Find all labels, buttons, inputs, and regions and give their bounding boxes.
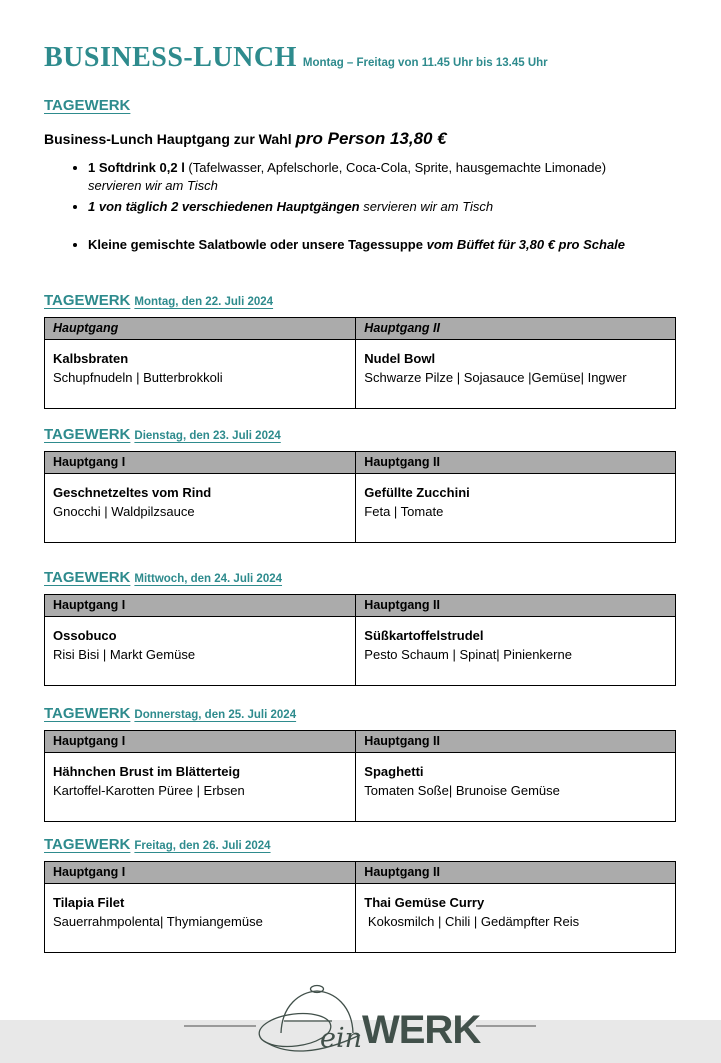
dish-name: Thai Gemüse Curry <box>364 895 485 910</box>
dish-name: Nudel Bowl <box>364 351 436 366</box>
table-header-cell: Hauptgang <box>45 318 356 340</box>
table-header-cell: Hauptgang II <box>356 452 676 474</box>
day-heading-label: TAGEWERK <box>44 292 131 309</box>
dish-name: Kalbsbraten <box>53 351 129 366</box>
dish-sides: Schwarze Pilze | Sojasauce |Gemüse| Ingwer <box>364 370 627 385</box>
day-heading-monday <box>44 290 676 311</box>
day-heading-label: TAGEWERK <box>44 705 131 722</box>
table-header-cell: Hauptgang I <box>45 731 356 753</box>
day-section-thursday <box>44 703 676 822</box>
bullet-salatbowle <box>88 236 676 254</box>
menu-cell <box>45 474 356 543</box>
table-header-cell: Hauptgang II <box>356 318 676 340</box>
price-line-prefix: Business-Lunch Hauptgang zur Wahl <box>44 131 296 147</box>
day-section-friday <box>44 834 676 953</box>
dish-sides: Risi Bisi | Markt Gemüse <box>53 647 196 662</box>
menu-cell <box>356 340 676 409</box>
dish-name: Gefüllte Zucchini <box>364 485 470 500</box>
menu-cell <box>356 474 676 543</box>
day-heading-wednesday <box>44 567 676 588</box>
menu-cell <box>356 753 676 822</box>
table-header-cell: Hauptgang II <box>356 731 676 753</box>
feinwerk-logo <box>184 981 536 1063</box>
menu-table-wednesday <box>44 594 676 686</box>
table-header-cell: Hauptgang I <box>45 862 356 884</box>
day-section-monday <box>44 290 676 409</box>
day-heading-thursday <box>44 703 676 724</box>
bullet-softdrink-line2: servieren wir am Tisch <box>88 178 218 193</box>
day-section-tuesday <box>44 424 676 543</box>
day-heading-label: TAGEWERK <box>44 569 131 586</box>
day-heading-date: Mittwoch, den 24. Juli 2024 <box>134 573 283 585</box>
day-heading-label: TAGEWERK <box>44 426 131 443</box>
day-heading-tuesday <box>44 424 676 445</box>
dish-sides: Gnocchi | Waldpilzsauce <box>53 504 195 519</box>
page-title-text: BUSINESS-LUNCH <box>44 42 297 73</box>
menu-cell <box>356 884 676 953</box>
dish-name: Ossobuco <box>53 628 117 643</box>
dish-sides: Kokosmilch | Chili | Gedämpfter Reis <box>364 914 580 929</box>
table-header-cell: Hauptgang I <box>45 452 356 474</box>
dish-name: Spaghetti <box>364 764 424 779</box>
bullet-salatbowle-lead: Kleine gemischte Salatbowle oder unsere Tagessuppe <box>88 237 427 252</box>
bullet-softdrink-rest: (Tafelwasser, Apfelschorle, Coca-Cola, Sprite, hausgemachte Limonade) <box>188 160 607 175</box>
day-heading-date: Freitag, den 26. Juli 2024 <box>134 840 271 852</box>
day-section-wednesday <box>44 567 676 686</box>
menu-cell <box>45 753 356 822</box>
day-heading-date: Dienstag, den 23. Juli 2024 <box>134 430 281 442</box>
dish-sides: Tomaten Soße| Brunoise Gemüse <box>364 783 560 798</box>
day-heading-date: Donnerstag, den 25. Juli 2024 <box>134 709 297 721</box>
dish-name: Süßkartoffelstrudel <box>364 628 484 643</box>
menu-cell <box>45 617 356 686</box>
menu-table-friday <box>44 861 676 953</box>
bullet-salatbowle-rest: vom Büffet für 3,80 € pro Schale <box>426 237 626 252</box>
logo <box>44 981 676 1063</box>
dish-sides: Sauerrahmpolenta| Thymiangemüse <box>53 914 263 929</box>
intro-bullet-list <box>44 159 676 254</box>
menu-cell <box>45 884 356 953</box>
bullet-hauptgaenge <box>88 198 676 216</box>
dish-name: Hähnchen Brust im Blätterteig <box>53 764 241 779</box>
day-heading-friday <box>44 834 676 855</box>
dish-sides: Feta | Tomate <box>364 504 444 519</box>
logo-werk-text: WERK <box>362 1008 481 1052</box>
menu-table-monday <box>44 317 676 409</box>
dish-sides: Pesto Schaum | Spinat| Pinienkerne <box>364 647 572 662</box>
menu-cell <box>356 617 676 686</box>
intro-heading: TAGEWERK <box>44 97 131 114</box>
dish-name: Tilapia Filet <box>53 895 125 910</box>
price-line <box>44 129 676 149</box>
table-header-cell: Hauptgang II <box>356 862 676 884</box>
menu-table-tuesday <box>44 451 676 543</box>
price-value: pro Person 13,80 € <box>295 129 447 148</box>
table-header-cell: Hauptgang I <box>45 595 356 617</box>
logo-script-text: ein <box>320 1023 363 1054</box>
title-schedule: Montag – Freitag von 11.45 Uhr bis 13.45 Uhr <box>302 57 548 69</box>
menu-cell <box>45 340 356 409</box>
table-header-cell: Hauptgang II <box>356 595 676 617</box>
page-title <box>44 44 676 77</box>
dish-name: Geschnetzeltes vom Rind <box>53 485 212 500</box>
menu-table-thursday <box>44 730 676 822</box>
day-heading-label: TAGEWERK <box>44 836 131 853</box>
dish-sides: Schupfnudeln | Butterbrokkoli <box>53 370 223 385</box>
dish-sides: Kartoffel-Karotten Püree | Erbsen <box>53 783 245 798</box>
bullet-softdrink <box>88 159 676 195</box>
bullet-hauptgaenge-lead: 1 von täglich 2 verschiedenen Hauptgängen <box>88 199 364 214</box>
bullet-softdrink-lead: 1 Softdrink 0,2 l <box>88 160 189 175</box>
bullet-hauptgaenge-rest: servieren wir am Tisch <box>363 199 494 214</box>
day-heading-date: Montag, den 22. Juli 2024 <box>134 296 274 308</box>
